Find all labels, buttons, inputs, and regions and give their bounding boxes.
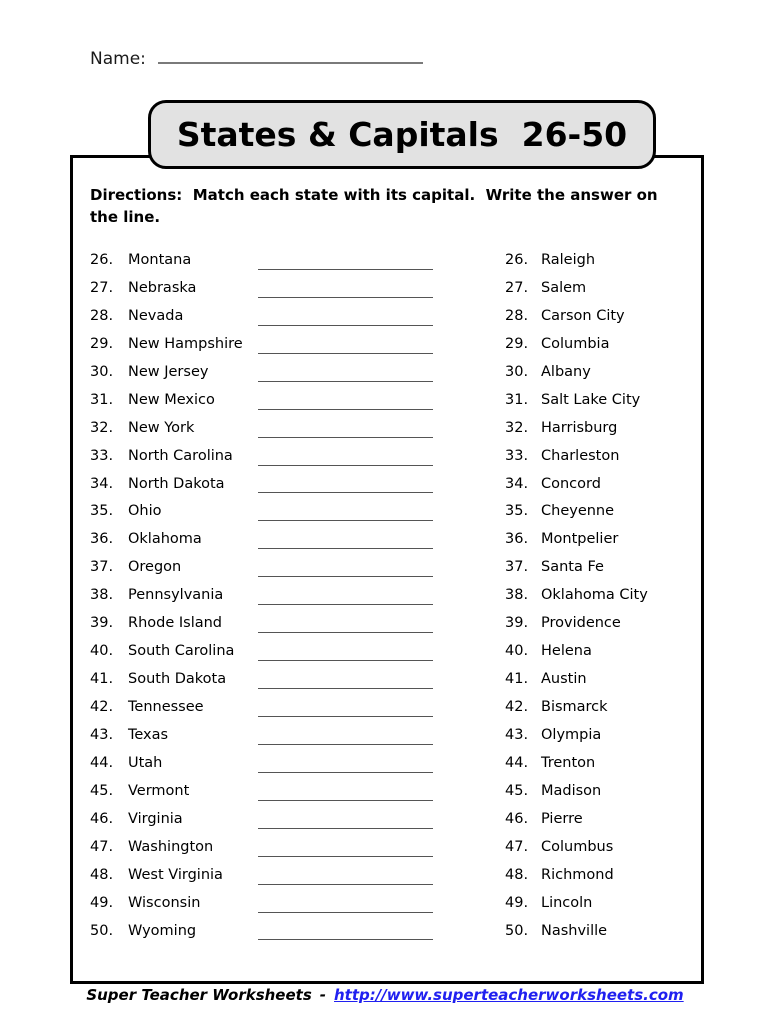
capital-row (505, 387, 695, 415)
state-row-label: North Carolina (128, 447, 233, 464)
capital-row-label: Oklahoma City (541, 587, 648, 604)
footer-separator: - (319, 986, 326, 1004)
state-row-number: 30. (90, 363, 114, 380)
answer-blank-line (258, 520, 433, 521)
state-row-number: 47. (90, 838, 114, 855)
state-row-label: Oklahoma (128, 531, 202, 548)
state-row-number: 36. (90, 531, 114, 548)
state-row (90, 247, 440, 275)
capital-row-number: 26. (505, 252, 529, 268)
capital-row (505, 806, 695, 834)
answer-blank-line (258, 465, 433, 466)
state-row (90, 778, 440, 806)
page-title: States & Capitals 26-50 (176, 115, 628, 154)
state-row-label: Washington (128, 838, 214, 855)
state-row (90, 638, 440, 666)
capital-row-number: 47. (505, 838, 529, 855)
state-row (90, 890, 440, 918)
state-row-number: 41. (90, 671, 114, 688)
answer-blank-line (258, 297, 433, 298)
answer-blank-line (258, 828, 433, 829)
capital-row-number: 36. (505, 531, 529, 548)
state-row-label: Wyoming (128, 922, 197, 939)
capital-row-number: 40. (505, 643, 529, 660)
state-row (90, 862, 440, 890)
state-row-number: 33. (90, 447, 114, 464)
capital-row-label: Richmond (541, 866, 614, 883)
name-blank-line (158, 44, 423, 64)
state-row-label: Montana (128, 252, 192, 268)
states-column (90, 247, 440, 945)
answer-blank-line (258, 269, 433, 270)
capital-row (505, 443, 695, 471)
answer-blank-line (258, 660, 433, 661)
state-row-label: New Mexico (128, 391, 215, 408)
state-row (90, 359, 440, 387)
state-row-label: South Dakota (128, 671, 227, 688)
state-row-number: 50. (90, 922, 114, 939)
state-row-number: 46. (90, 810, 114, 827)
state-row (90, 471, 440, 499)
footer-site-name: Super Teacher Worksheets (86, 986, 312, 1004)
state-row-number: 48. (90, 866, 114, 883)
capital-row-label: Montpelier (541, 531, 619, 548)
capital-row (505, 582, 695, 610)
capital-row-label: Columbus (541, 838, 614, 855)
state-row-number: 32. (90, 419, 114, 436)
capital-row-number: 50. (505, 922, 529, 939)
state-row (90, 582, 440, 610)
capitals-column (505, 247, 695, 945)
capital-row-label: Pierre (541, 810, 583, 827)
capital-row-label: Madison (541, 782, 602, 799)
state-row-label: New Hampshire (128, 335, 243, 352)
footer (0, 986, 770, 1004)
state-row-label: New York (128, 419, 195, 436)
capital-row-label: Providence (541, 615, 621, 632)
answer-blank-line (258, 353, 433, 354)
state-row-number: 37. (90, 559, 114, 576)
capital-row-label: Albany (541, 363, 591, 380)
answer-blank-line (258, 632, 433, 633)
capital-row-label: Helena (541, 643, 592, 660)
state-row-label: Virginia (128, 810, 183, 827)
capital-row-number: 35. (505, 503, 529, 520)
capital-row (505, 638, 695, 666)
answer-blank-line (258, 884, 433, 885)
capital-row-label: Carson City (541, 307, 625, 324)
capital-row-number: 34. (505, 475, 529, 492)
capital-row-label: Santa Fe (541, 559, 604, 576)
capital-row-number: 44. (505, 754, 529, 771)
state-row (90, 750, 440, 778)
state-row-number: 29. (90, 335, 114, 352)
state-row-number: 38. (90, 587, 114, 604)
state-row-number: 28. (90, 307, 114, 324)
capital-row-number: 27. (505, 279, 529, 296)
state-row-label: Ohio (128, 503, 162, 520)
state-row-label: West Virginia (128, 866, 223, 883)
state-row-number: 27. (90, 279, 114, 296)
state-row-number: 26. (90, 252, 114, 268)
capital-row-number: 49. (505, 894, 529, 911)
capital-row (505, 778, 695, 806)
title-plate (148, 100, 656, 169)
capital-row-number: 38. (505, 587, 529, 604)
state-row (90, 498, 440, 526)
answer-blank-line (258, 744, 433, 745)
capital-row (505, 862, 695, 890)
answer-blank-line (258, 772, 433, 773)
state-row-label: Vermont (128, 782, 190, 799)
capital-row-label: Salt Lake City (541, 391, 641, 408)
answer-blank-line (258, 912, 433, 913)
state-row-number: 31. (90, 391, 114, 408)
state-row-label: Wisconsin (128, 894, 201, 911)
state-row (90, 694, 440, 722)
capital-row-label: Cheyenne (541, 503, 615, 520)
capital-row (505, 554, 695, 582)
state-row (90, 415, 440, 443)
name-label: Name: (90, 49, 146, 69)
capital-row-label: Columbia (541, 335, 610, 352)
capital-row (505, 834, 695, 862)
state-row (90, 918, 440, 946)
capital-row (505, 694, 695, 722)
capital-row-label: Bismarck (541, 699, 608, 715)
state-row-label: Texas (128, 726, 169, 743)
capital-row (505, 918, 695, 946)
state-row-number: 43. (90, 726, 114, 743)
capital-row-number: 46. (505, 810, 529, 827)
capital-row (505, 526, 695, 554)
state-row (90, 331, 440, 359)
capital-row (505, 890, 695, 918)
answer-blank-line (258, 576, 433, 577)
directions-text: Directions: Match each state with its capital. Write the answer on the line. (90, 186, 663, 226)
state-row-number: 49. (90, 894, 114, 911)
capital-row-label: Charleston (541, 447, 620, 464)
capital-row-number: 37. (505, 559, 529, 576)
capital-row-label: Austin (541, 671, 587, 688)
state-row-label: Tennessee (128, 699, 204, 715)
capital-row (505, 666, 695, 694)
state-row (90, 554, 440, 582)
answer-blank-line (258, 325, 433, 326)
answer-blank-line (258, 604, 433, 605)
capital-row (505, 359, 695, 387)
state-row-number: 34. (90, 475, 114, 492)
state-row-label: Oregon (128, 559, 182, 576)
state-row-label: Pennsylvania (128, 587, 224, 604)
capital-row-number: 29. (505, 335, 529, 352)
capital-row-label: Olympia (541, 726, 602, 743)
state-row-label: Nebraska (128, 279, 197, 296)
capital-row-label: Concord (541, 475, 601, 492)
capital-row (505, 610, 695, 638)
answer-blank-line (258, 939, 433, 940)
state-row (90, 303, 440, 331)
state-row (90, 722, 440, 750)
state-row-label: Utah (128, 754, 163, 771)
answer-blank-line (258, 800, 433, 801)
capital-row-label: Trenton (541, 754, 596, 771)
capital-row-number: 45. (505, 782, 529, 799)
capital-row (505, 247, 695, 275)
state-row (90, 443, 440, 471)
capital-row-number: 41. (505, 671, 529, 688)
state-row (90, 275, 440, 303)
state-row (90, 387, 440, 415)
capital-row-label: Raleigh (541, 252, 596, 268)
capital-row (505, 722, 695, 750)
answer-blank-line (258, 381, 433, 382)
answer-blank-line (258, 437, 433, 438)
capital-row-label: Harrisburg (541, 419, 618, 436)
footer-link[interactable]: http://www.superteacherworksheets.com (334, 986, 684, 1004)
answer-blank-line (258, 716, 433, 717)
answer-blank-line (258, 688, 433, 689)
capital-row (505, 415, 695, 443)
state-row (90, 526, 440, 554)
answer-blank-line (258, 548, 433, 549)
capital-row (505, 498, 695, 526)
capital-row-number: 39. (505, 615, 529, 632)
state-row-label: North Dakota (128, 475, 225, 492)
state-row-number: 35. (90, 503, 114, 520)
capital-row-label: Nashville (541, 922, 608, 939)
state-row-number: 45. (90, 782, 114, 799)
capital-row (505, 750, 695, 778)
capital-row-label: Salem (541, 279, 587, 296)
state-row-number: 42. (90, 699, 114, 715)
capital-row-number: 42. (505, 699, 529, 715)
capital-row (505, 303, 695, 331)
state-row-label: New Jersey (128, 363, 209, 380)
capital-row (505, 471, 695, 499)
name-field-row (90, 44, 423, 69)
state-row (90, 610, 440, 638)
answer-blank-line (258, 409, 433, 410)
state-row (90, 806, 440, 834)
answer-blank-line (258, 856, 433, 857)
capital-row (505, 331, 695, 359)
capital-row (505, 275, 695, 303)
state-row-label: Rhode Island (128, 615, 223, 632)
state-row-number: 39. (90, 615, 114, 632)
state-row-label: Nevada (128, 307, 184, 324)
capital-row-number: 32. (505, 419, 529, 436)
state-row-number: 44. (90, 754, 114, 771)
state-row (90, 834, 440, 862)
capital-row-number: 43. (505, 726, 529, 743)
capital-row-number: 48. (505, 866, 529, 883)
capital-row-number: 30. (505, 363, 529, 380)
state-row (90, 666, 440, 694)
answer-blank-line (258, 492, 433, 493)
capital-row-number: 31. (505, 391, 529, 408)
capital-row-label: Lincoln (541, 894, 593, 911)
state-row-label: South Carolina (128, 643, 235, 660)
capital-row-number: 28. (505, 307, 529, 324)
state-row-number: 40. (90, 643, 114, 660)
capital-row-number: 33. (505, 447, 529, 464)
